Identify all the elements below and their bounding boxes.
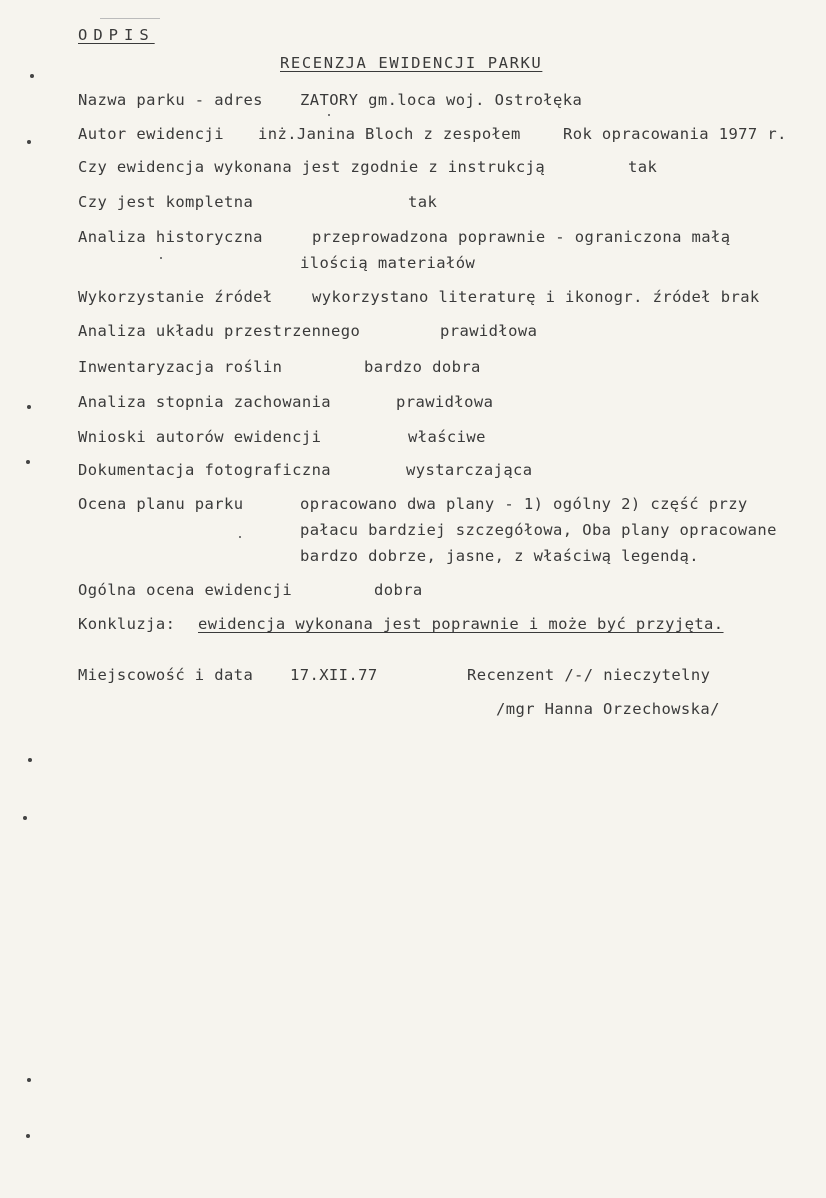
park-plan-value-line3: bardzo dobrze, jasne, z właściwą legendą. (300, 547, 700, 565)
conclusions-label: Wnioski autorów ewidencji (78, 428, 322, 446)
author-value: inż.Janina Bloch z zespołem (258, 125, 521, 143)
layout-analysis-label: Analiza układu przestrzennego (78, 322, 361, 340)
scan-speck (26, 460, 30, 464)
scan-speck (27, 140, 31, 144)
sources-label: Wykorzystanie źródeł (78, 288, 273, 306)
scan-speck (27, 1078, 31, 1082)
year-value: Rok opracowania 1977 r. (563, 125, 787, 143)
copy-label: ODPIS (78, 26, 155, 44)
scan-speck (328, 114, 330, 116)
scan-speck (28, 758, 32, 762)
park-plan-value-line2: pałacu bardziej szczegółowa, Oba plany opracowane (300, 521, 777, 539)
plant-inventory-label: Inwentaryzacja roślin (78, 358, 283, 376)
instruction-value: tak (628, 158, 658, 176)
historical-label: Analiza historyczna (78, 228, 263, 246)
overall-value: dobra (374, 581, 423, 599)
scan-speck (27, 405, 31, 409)
scan-speck (23, 816, 27, 820)
park-name-value: ZATORY gm.loca woj. Ostrołęka (300, 91, 583, 109)
preservation-value: prawidłowa (396, 393, 494, 411)
park-plan-label: Ocena planu parku (78, 495, 244, 513)
conclusion-text: ewidencja wykonana jest poprawnie i może być przyjęta. (198, 615, 724, 633)
place-date-label: Miejscowość i data (78, 666, 254, 684)
document-title: RECENZJA EWIDENCJI PARKU (280, 54, 543, 72)
photo-documentation-value: wystarczająca (406, 461, 533, 479)
scan-speck (160, 257, 162, 259)
layout-analysis-value: prawidłowa (440, 322, 538, 340)
scan-speck (100, 18, 160, 19)
overall-label: Ogólna ocena ewidencji (78, 581, 293, 599)
sources-value: wykorzystano literaturę i ikonogr. źródeł brak (312, 288, 760, 306)
conclusions-value: właściwe (408, 428, 486, 446)
reviewer-label: Recenzent /-/ nieczytelny (467, 666, 711, 684)
scan-speck (30, 74, 34, 78)
park-name-label: Nazwa parku - adres (78, 91, 263, 109)
preservation-label: Analiza stopnia zachowania (78, 393, 332, 411)
complete-label: Czy jest kompletna (78, 193, 254, 211)
reviewer-name: /mgr Hanna Orzechowska/ (496, 700, 720, 718)
photo-documentation-label: Dokumentacja fotograficzna (78, 461, 332, 479)
scan-speck (26, 1134, 30, 1138)
conclusion-label: Konkluzja: (78, 615, 176, 633)
plant-inventory-value: bardzo dobra (364, 358, 481, 376)
scan-speck (239, 536, 241, 538)
historical-value-line2: ilością materiałów (300, 254, 476, 272)
date-value: 17.XII.77 (290, 666, 378, 684)
complete-value: tak (408, 193, 438, 211)
historical-value-line1: przeprowadzona poprawnie - ograniczona małą (312, 228, 731, 246)
park-plan-value-line1: opracowano dwa plany - 1) ogólny 2) część przy (300, 495, 748, 513)
author-label: Autor ewidencji (78, 125, 224, 143)
instruction-label: Czy ewidencja wykonana jest zgodnie z instrukcją (78, 158, 546, 176)
